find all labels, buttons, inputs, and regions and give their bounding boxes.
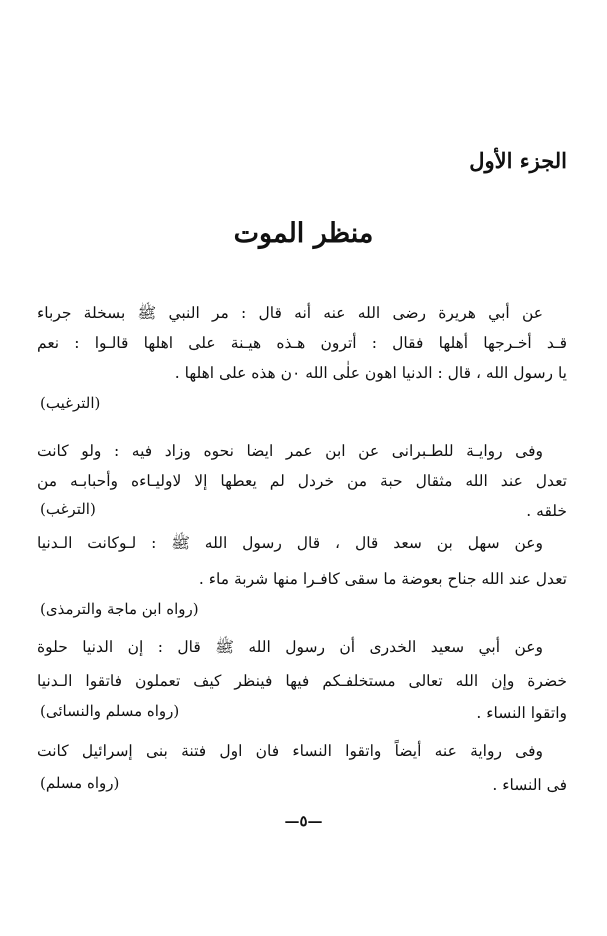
paragraph-1-line-3: يا رسول الله ، قال : الدنيا اهون علٰى الله ٠ن هذه على اهلها . [174,364,567,382]
paragraph-1-source: (الترغيب) [40,394,101,412]
paragraph-3-line-2: تعدل عند الله جناح بعوضة ما سقى كافـرا منها شربة ماء . [198,570,567,588]
paragraph-2-line-1: وفى روايـة للطـبرانى عن ابن عمر ايضا نحوه وزاد فيه : ولو كانت [37,442,543,460]
chapter-title: منظر الموت [233,218,374,249]
paragraph-1-line-1: عن أبي هريرة رضى الله عنه أنه قال : مر النبي ﷺ بسخلة جرباء [37,304,543,322]
paragraph-4-line-1: وعن أبي سعيد الخدرى أن رسول الله ﷺ قال : إن الدنيا حلوة [37,638,543,656]
paragraph-5-line-2: فى النساء . [492,776,567,794]
paragraph-3-source: (رواه ابن ماجة والترمذى) [40,600,199,618]
paragraph-5-source: (رواه مسلم) [40,774,120,792]
paragraph-3-line-1: وعن سهل بن سعد قال ، قال رسول الله ﷺ : لـوكانت الـدنيا [37,534,543,552]
paragraph-4-source: (رواه مسلم والنسائى) [40,702,180,720]
part-heading: الجزء الأول [469,148,567,173]
paragraph-2-line-2: تعدل عند الله مثقال حبة من خردل لم يعطها إلا لاوليـاءه وأحبابـه من [37,472,567,490]
paragraph-2-source: (الترغب) [40,500,96,518]
paragraph-5-line-1: وفى رواية عنه أيضاً واتقوا النساء فان اول فتنة بنى إسرائيل كانت [37,742,543,760]
paragraph-4-line-2: خضرة وإن الله تعالى مستخلفـكم فيها فينظر كيف تعملون فاتقوا الـدنيا [37,672,567,690]
paragraph-4-line-3: واتقوا النساء . [476,704,567,722]
page-number: —٥— [284,812,323,830]
paragraph-1-line-2: قـد أخـرجها أهلها فقال : أترون هـذه هيـنة على اهلها قالـوا : نعم [37,334,567,352]
paragraph-2-line-3: خلقه . [526,502,567,520]
